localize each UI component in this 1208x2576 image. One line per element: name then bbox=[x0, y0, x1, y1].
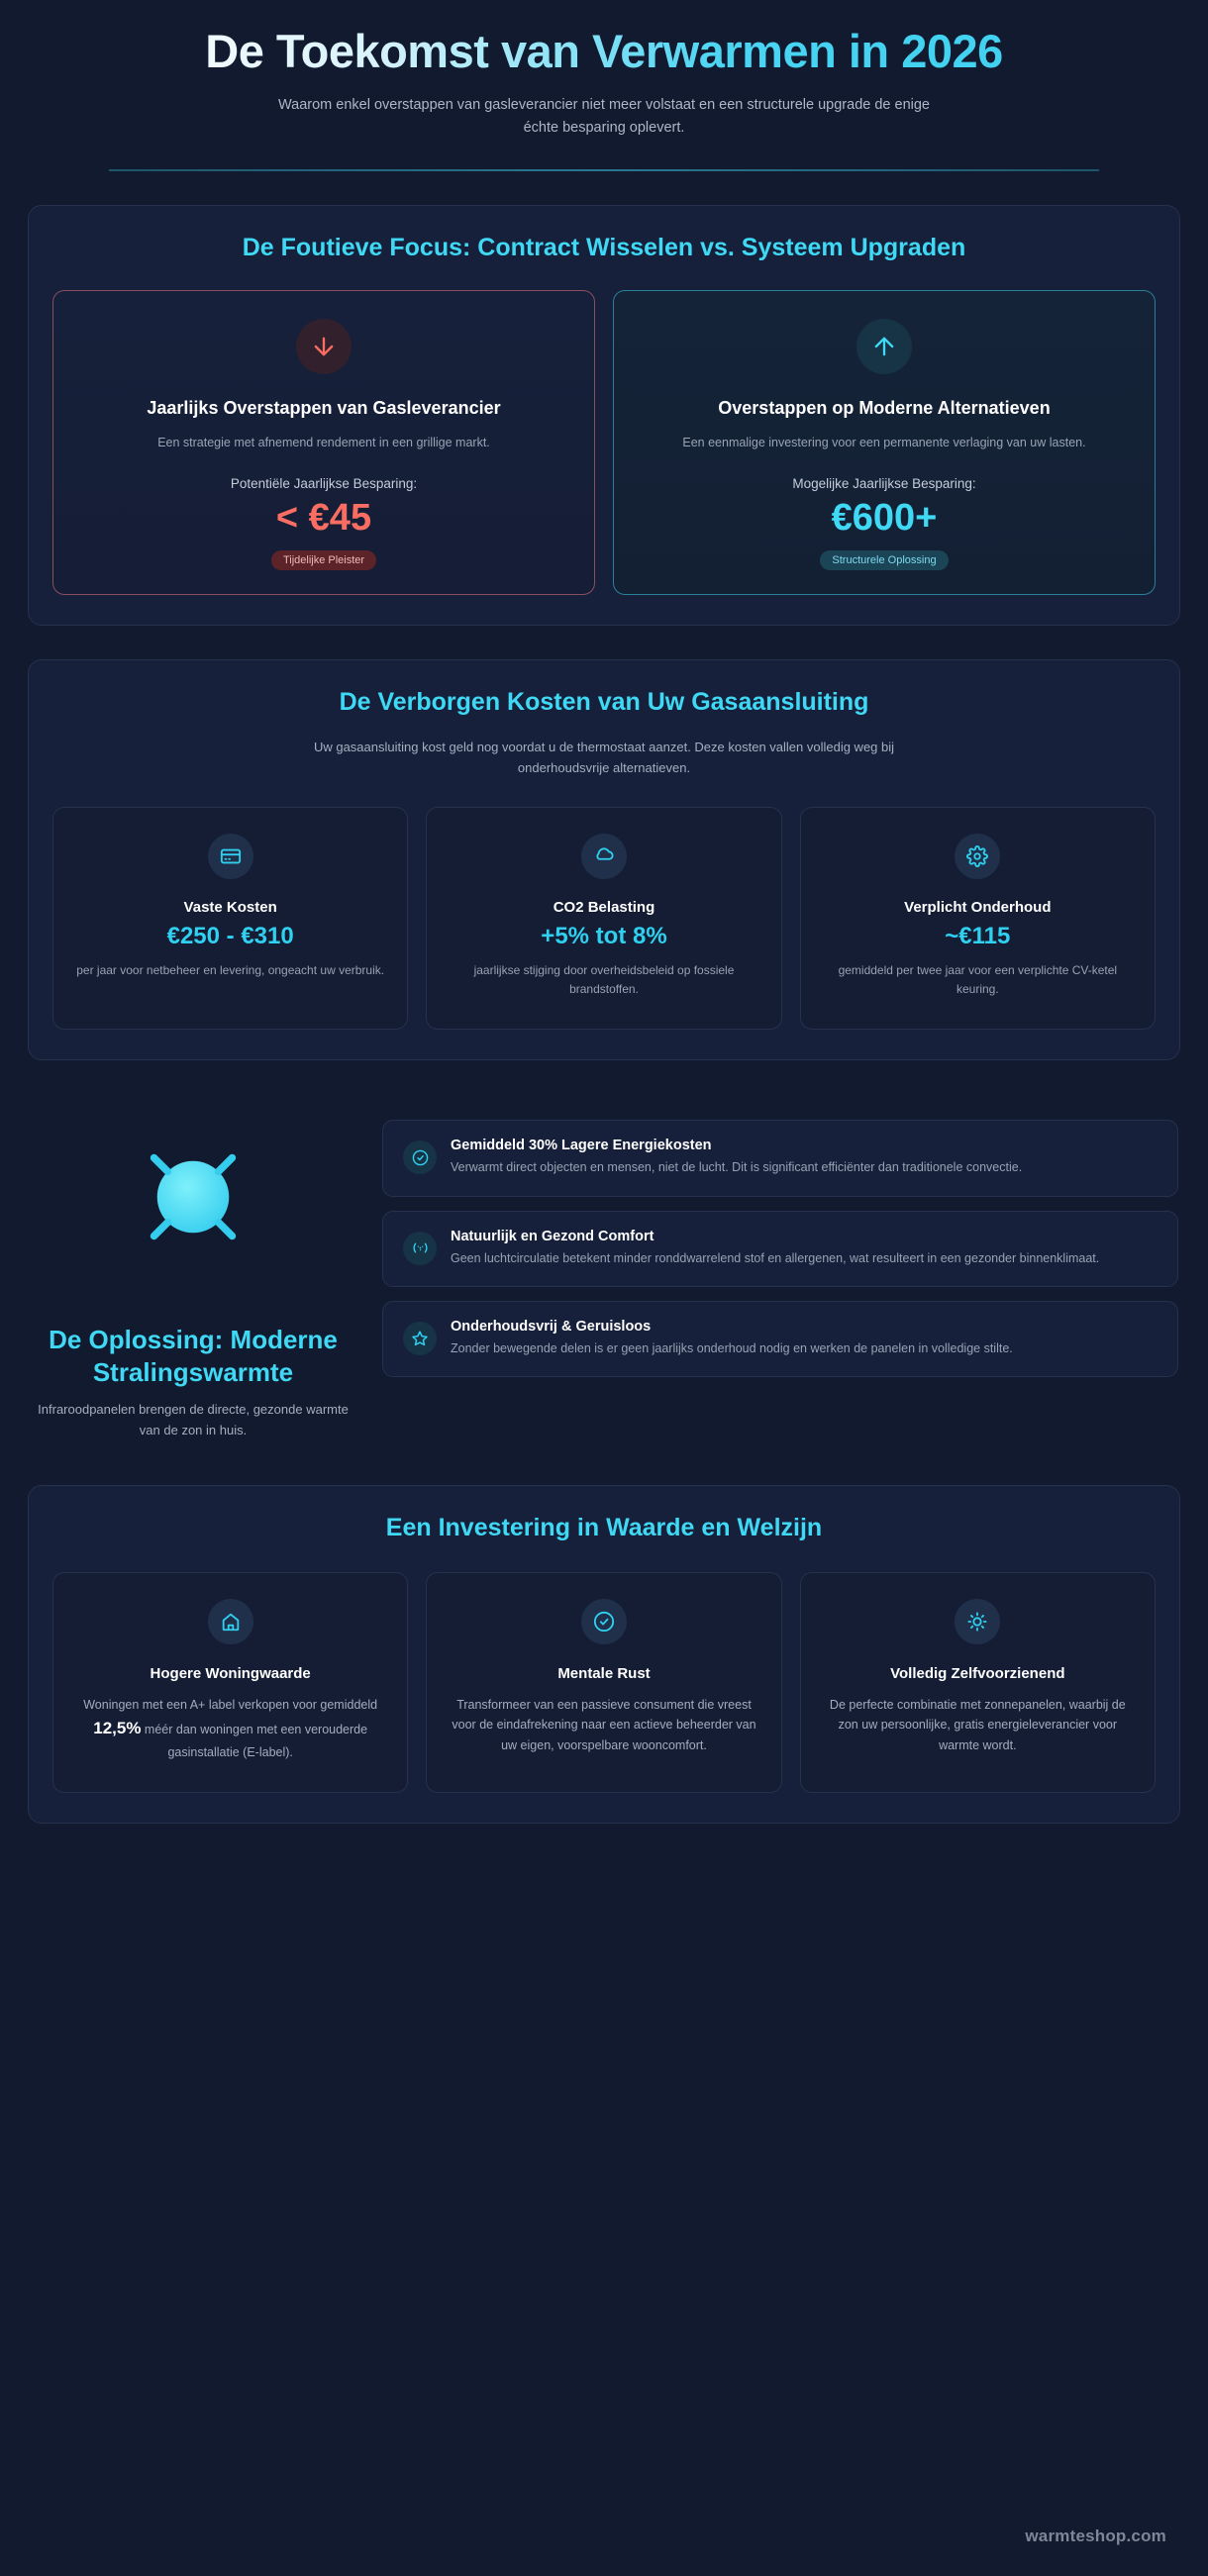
value-desc-after: méér dan woningen met een verouderde gasinstallatie (E-label). bbox=[141, 1723, 368, 1759]
solution-section bbox=[28, 1116, 1180, 1441]
page-subtitle: Waarom enkel overstappen van gasleverancier niet meer volstaat en een structurele upgrade de enige échte besparing oplevert. bbox=[278, 96, 930, 136]
feature-description: Verwarmt direct objecten en mensen, niet de lucht. Dit is significant efficiënter dan traditionele convectie. bbox=[451, 1160, 1023, 1175]
comparison-card-description: Een eenmalige investering voor een permanente verlaging van uw lasten. bbox=[682, 436, 1086, 450]
value-panel bbox=[28, 1485, 1180, 1824]
header-divider bbox=[109, 169, 1099, 171]
arrow-up-icon bbox=[856, 319, 912, 374]
hero-header bbox=[28, 0, 1180, 171]
value-card-title: Volledig Zelfvoorzienend bbox=[890, 1664, 1065, 1682]
cloud-icon bbox=[581, 834, 627, 879]
hidden-costs-subtitle: Uw gasaansluiting kost geld nog voordat u de thermostaat aanzet. Deze kosten vallen volledig weg bij onderhoudsvrije alternatieven. bbox=[313, 739, 895, 776]
comparison-grid bbox=[52, 290, 1156, 595]
credit-card-icon bbox=[208, 834, 253, 879]
feature-item-maintenance-free bbox=[382, 1301, 1178, 1377]
arrow-down-icon bbox=[296, 319, 352, 374]
value-card-title: Hogere Woningwaarde bbox=[150, 1664, 311, 1682]
home-icon bbox=[208, 1599, 253, 1644]
value-desc-before: Woningen met een A+ label verkopen voor gemiddeld bbox=[83, 1698, 378, 1713]
comparison-card-title: Overstappen op Moderne Alternatieven bbox=[718, 398, 1051, 418]
solution-feature-list bbox=[382, 1116, 1178, 1377]
value-desc-before: De perfecte combinatie met zonnepanelen, waarbij de zon uw persoonlijke, gratis energieleverancier voor warmte wordt. bbox=[829, 1698, 1126, 1752]
hidden-costs-title: De Verborgen Kosten van Uw Gasaansluiting bbox=[339, 687, 869, 716]
radiation-waves-icon bbox=[403, 1232, 437, 1265]
value-card-description bbox=[819, 1695, 1137, 1755]
value-card-description bbox=[71, 1695, 389, 1762]
value-card-home-value bbox=[52, 1572, 408, 1793]
cost-card-value: +5% tot 8% bbox=[541, 922, 667, 949]
feature-text bbox=[451, 1319, 1013, 1358]
check-circle-icon bbox=[403, 1140, 437, 1174]
feature-description: Geen luchtcirculatie betekent minder ronddwarrelend stof en allergenen, wat resulteert in een gezonder binnenklimaat. bbox=[451, 1250, 1100, 1265]
solution-intro bbox=[30, 1116, 356, 1441]
cost-card-description: gemiddeld per twee jaar voor een verplichte CV-ketel keuring. bbox=[838, 962, 1118, 997]
cost-card-title: Vaste Kosten bbox=[183, 898, 277, 916]
feature-description: Zonder bewegende delen is er geen jaarlijks onderhoud nodig en werken de panelen in volledige stilte. bbox=[451, 1340, 1013, 1355]
hidden-costs-grid bbox=[52, 807, 1156, 1030]
comparison-card-amount: < €45 bbox=[275, 497, 372, 540]
cost-card-description: jaarlijkse stijging door overheidsbeleid op fossiele brandstoffen. bbox=[473, 962, 735, 997]
comparison-card-gas-supplier bbox=[52, 290, 595, 595]
comparison-title: De Foutieve Focus: Contract Wisselen vs. Systeem Upgraden bbox=[242, 234, 966, 261]
value-card-title: Mentale Rust bbox=[557, 1664, 651, 1682]
comparison-card-title: Jaarlijks Overstappen van Gasleverancier bbox=[147, 398, 501, 418]
watermark: warmteshop.com bbox=[1025, 2526, 1166, 2545]
cost-card-title: CO2 Belasting bbox=[553, 898, 655, 916]
comparison-card-label: Mogelijke Jaarlijkse Besparing: bbox=[792, 476, 976, 492]
value-grid bbox=[52, 1572, 1156, 1793]
value-title: Een Investering in Waarde en Welzijn bbox=[385, 1513, 823, 1541]
check-circle-icon bbox=[581, 1599, 627, 1644]
feature-text bbox=[451, 1229, 1099, 1268]
status-badge: Tijdelijke Pleister bbox=[271, 550, 376, 570]
feature-item-lower-energy-costs bbox=[382, 1120, 1178, 1196]
cost-card-description: per jaar voor netbeheer en levering, ongeacht uw verbruik. bbox=[76, 962, 385, 977]
feature-text bbox=[451, 1138, 1022, 1177]
sun-icon bbox=[30, 1128, 356, 1266]
cost-card-mandatory-maintenance bbox=[800, 807, 1156, 1030]
comparison-card-label: Potentiële Jaarlijkse Besparing: bbox=[230, 476, 418, 492]
value-highlight: 12,5% bbox=[93, 1719, 142, 1738]
feature-item-healthy-comfort bbox=[382, 1211, 1178, 1287]
cost-card-value: ~€115 bbox=[945, 922, 1011, 949]
feature-title: Onderhoudsvrij & Geruisloos bbox=[451, 1318, 652, 1335]
feature-title: Gemiddeld 30% Lagere Energiekosten bbox=[451, 1138, 712, 1154]
gear-icon bbox=[955, 834, 1000, 879]
solution-title: De Oplossing: Moderne Stralingswarmte bbox=[49, 1325, 338, 1387]
cost-card-value: €250 - €310 bbox=[166, 922, 294, 949]
cost-card-title: Verplicht Onderhoud bbox=[904, 898, 1052, 916]
solution-subtitle: Infraroodpanelen brengen de directe, gezonde warmte van de zon in huis. bbox=[38, 1402, 349, 1438]
cost-card-co2-tax bbox=[426, 807, 781, 1030]
sun-small-icon bbox=[955, 1599, 1000, 1644]
hidden-costs-panel bbox=[28, 659, 1180, 1060]
value-desc-before: Transformeer van een passieve consument die vreest voor de eindafrekening naar een actieve beheerder van uw eigen, voorspelbare wooncomfort. bbox=[452, 1698, 756, 1752]
star-icon bbox=[403, 1322, 437, 1355]
value-card-description bbox=[445, 1695, 762, 1755]
comparison-card-amount: €600+ bbox=[831, 497, 938, 540]
value-card-self-sufficient bbox=[800, 1572, 1156, 1793]
page-title: De Toekomst van Verwarmen in 2026 bbox=[87, 26, 1121, 78]
value-card-peace-of-mind bbox=[426, 1572, 781, 1793]
comparison-panel bbox=[28, 205, 1180, 626]
cost-card-fixed-costs bbox=[52, 807, 408, 1030]
comparison-card-modern-alternative bbox=[613, 290, 1156, 595]
status-badge: Structurele Oplossing bbox=[820, 550, 948, 570]
comparison-card-description: Een strategie met afnemend rendement in een grillige markt. bbox=[157, 436, 490, 450]
feature-title: Natuurlijk en Gezond Comfort bbox=[451, 1228, 654, 1244]
